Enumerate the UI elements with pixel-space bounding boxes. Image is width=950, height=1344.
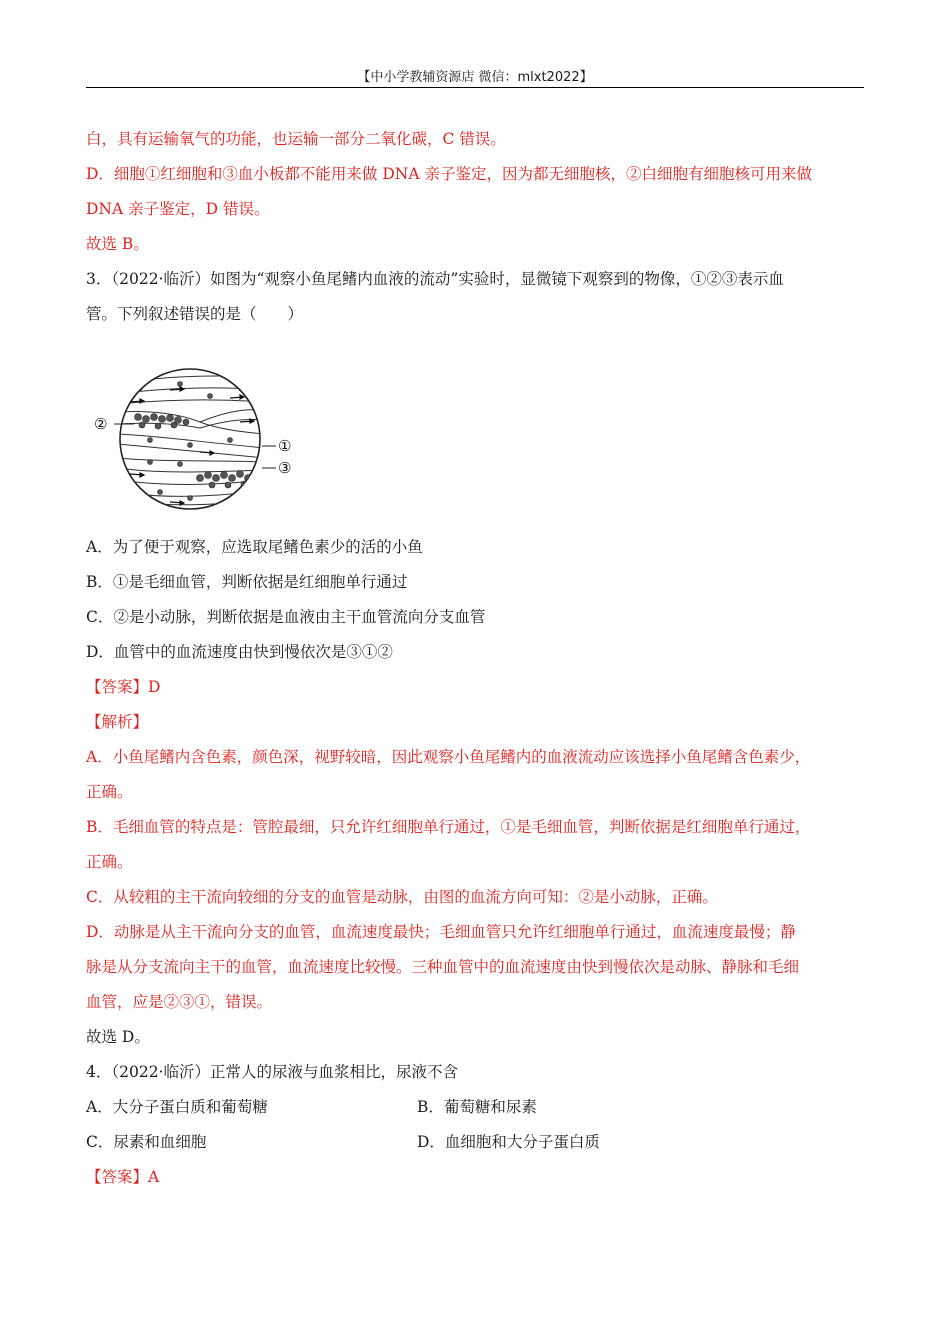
q3-option-c: C．②是小动脉，判断依据是血液由主干血管流向分支血管 [86, 608, 486, 626]
header-rule [86, 87, 864, 88]
q3-analysis-b-line-1: B．毛细血管的特点是：管腔最细，只允许红细胞单行通过，①是毛细血管，判断依据是红细胞单行通过， [86, 818, 811, 836]
q4-stem: 4．（2022·临沂）正常人的尿液与血浆相比，尿液不含 [86, 1063, 458, 1081]
figure-label-3: ③ [278, 459, 292, 477]
q3-option-d: D．血管中的血流速度由快到慢依次是③①② [86, 643, 393, 661]
q4-option-a: A．大分子蛋白质和葡萄糖 [86, 1098, 268, 1116]
q4-option-b: B．葡萄糖和尿素 [417, 1098, 537, 1116]
q3-analysis-d-line-2: 脉是从分支流向主干的血管，血流速度比较慢。三种血管中的血流速度由快到慢依次是动脉、静脉和毛细 [86, 958, 800, 976]
q3-option-b: B．①是毛细血管，判断依据是红细胞单行通过 [86, 573, 408, 591]
microscope-view-illustration [90, 362, 330, 522]
prev-explanation-line-3: DNA 亲子鉴定，D 错误。 [86, 200, 270, 218]
prev-explanation-line-2: D．细胞①红细胞和③血小板都不能用来做 DNA 亲子鉴定，因为都无细胞核，②白细胞有细胞核可用来做 [86, 165, 812, 183]
document-body [86, 122, 864, 1195]
answer-label: 【答案】 [86, 1168, 149, 1186]
q3-option-a: A．为了便于观察，应选取尾鳍色素少的活的小鱼 [86, 538, 423, 556]
q3-analysis-label: 【解析】 [86, 713, 149, 731]
q3-choose: 故选 D。 [86, 1028, 150, 1046]
q4-options-row-1 [86, 1090, 864, 1125]
prev-explanation-line-1: 白，具有运输氧气的功能，也运输一部分二氧化碳，C 错误。 [86, 130, 506, 148]
q3-analysis-d-line-3: 血管，应是②③①，错误。 [86, 993, 273, 1011]
q4-option-d: D．血细胞和大分子蛋白质 [417, 1133, 600, 1151]
q3-stem-line-1: 3．（2022·临沂）如图为“观察小鱼尾鳍内血液的流动”实验时，显微镜下观察到的物像，①②③表示血 [86, 270, 784, 288]
answer-value: A [148, 1168, 160, 1186]
q3-answer [86, 670, 864, 705]
figure-label-1: ① [278, 437, 292, 455]
q3-microscope-figure [86, 332, 864, 530]
q4-option-c: C．尿素和血细胞 [86, 1133, 207, 1151]
q3-stem-line-2: 管。下列叙述错误的是（ ） [86, 305, 304, 323]
q3-analysis-d-line-1: D．动脉是从主干流向分支的血管，血流速度最快；毛细血管只允许红细胞单行通过，血流速度最慢；静 [86, 923, 796, 941]
q3-analysis-b-line-2: 正确。 [86, 853, 133, 871]
prev-choose: 故选 B。 [86, 235, 149, 253]
page-header: 【中小学教辅资源店 微信：mlxt2022】 [357, 70, 593, 85]
figure-label-2: ② [94, 415, 108, 433]
q3-analysis-a-line-2: 正确。 [86, 783, 133, 801]
answer-label: 【答案】 [86, 678, 149, 696]
q4-options-row-2 [86, 1125, 864, 1160]
answer-value: D [148, 678, 161, 696]
q3-analysis-c-line-1: C．从较粗的主干流向较细的分支的血管是动脉，由图的血流方向可知：②是小动脉，正确。 [86, 888, 718, 906]
q3-analysis-a-line-1: A．小鱼尾鳍内含色素，颜色深，视野较暗，因此观察小鱼尾鳍内的血液流动应该选择小鱼尾鳍含色素少， [86, 748, 811, 766]
q4-answer [86, 1160, 864, 1195]
